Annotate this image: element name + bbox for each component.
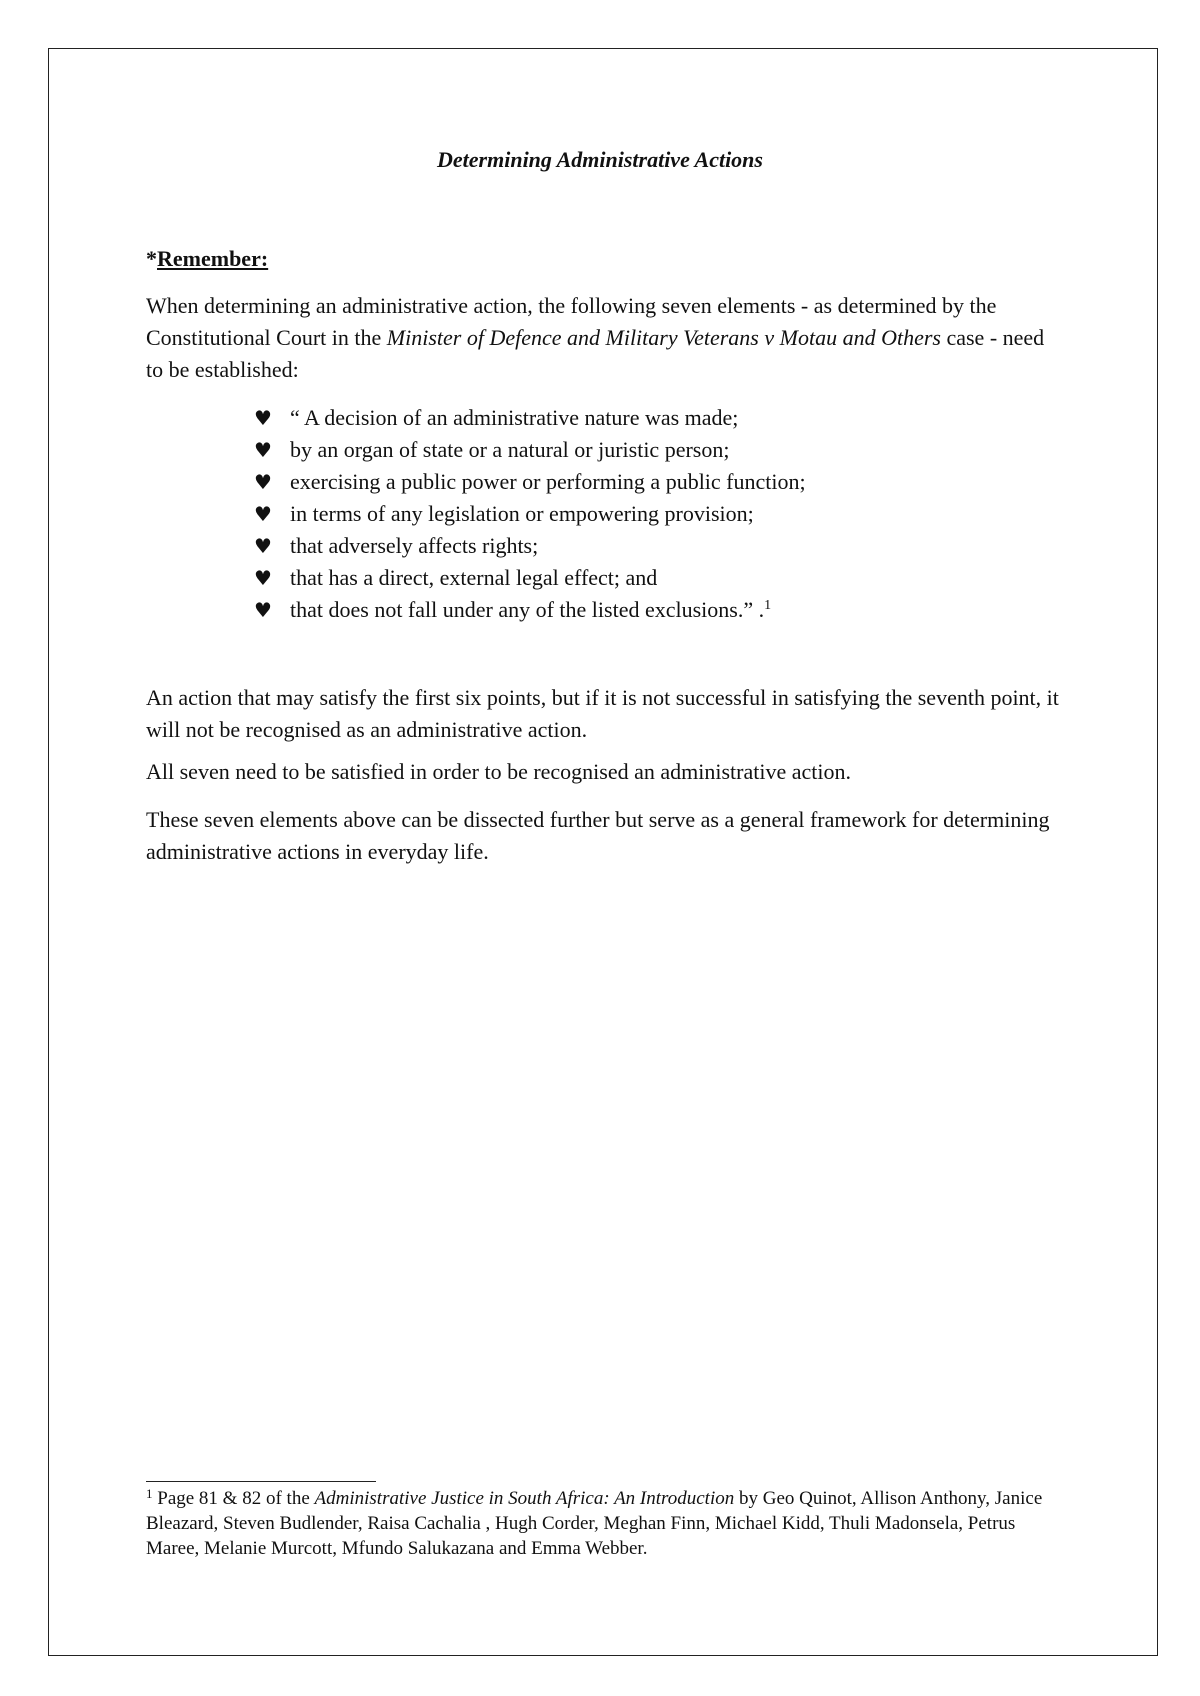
footnote-book-title: Administrative Justice in South Africa: An Introduction: [314, 1488, 735, 1509]
intro-paragraph: [146, 290, 1066, 386]
footnote-text-after: by Geo Quinot, Allison Anthony, Janice Bleazard, Steven Budlender, Raisa Cachalia , Hugh Corder, Meghan Finn, Michael Kidd, Thuli Madonsela, Petrus Maree, Melanie Murcott, Mfundo Salukazana and Emma Webber.: [146, 1488, 1043, 1559]
remember-label: Remember:: [157, 246, 269, 271]
remember-heading: [146, 245, 268, 273]
list-item-text: in terms of any legislation or empowering provision;: [290, 501, 754, 526]
list-item-text: that has a direct, external legal effect; and: [290, 565, 658, 590]
list-item: [254, 562, 806, 594]
heart-bullet-icon: ♥: [254, 534, 272, 558]
list-item-text: that adversely affects rights;: [290, 533, 539, 558]
list-item: [254, 498, 806, 530]
heart-bullet-icon: ♥: [254, 470, 272, 494]
body-paragraph: These seven elements above can be dissected further but serve as a general framework for determining administrative actions in everyday life.: [146, 807, 1050, 864]
heart-bullet-icon: ♥: [254, 502, 272, 526]
elements-list: [254, 402, 806, 626]
case-name: Minister of Defence and Military Veterans v Motau and Others: [386, 325, 941, 350]
footnote-divider: [146, 1481, 376, 1482]
heart-bullet-icon: ♥: [254, 598, 272, 622]
footnote: [146, 1486, 1066, 1561]
document-title: Determining Administrative Actions: [437, 147, 763, 172]
list-item-text: exercising a public power or performing a public function;: [290, 469, 806, 494]
intro-text-after: case - need to be established:: [146, 325, 1045, 382]
heart-bullet-icon: ♥: [254, 406, 272, 430]
intro-text-before: When determining an administrative action, the following seven elements - as determined by the Constitutional Court in the: [146, 293, 997, 350]
list-item: [254, 434, 806, 466]
list-item-text: that does not fall under any of the listed exclusions.” .: [290, 597, 765, 622]
list-item: [254, 466, 806, 498]
footnote-reference[interactable]: 1: [764, 598, 772, 613]
list-item-text: “ A decision of an administrative nature was made;: [290, 405, 739, 430]
list-item-text: by an organ of state or a natural or juristic person;: [290, 437, 730, 462]
remember-asterisk: *: [146, 246, 157, 271]
list-item: [254, 530, 806, 562]
heart-bullet-icon: ♥: [254, 566, 272, 590]
body-paragraph: All seven need to be satisfied in order to be recognised an administrative action.: [146, 759, 851, 784]
footnote-text-before: Page 81 & 82 of the: [152, 1488, 315, 1509]
list-item: [254, 594, 806, 626]
heart-bullet-icon: ♥: [254, 438, 272, 462]
footnote-number: 1: [146, 1486, 153, 1501]
body-paragraph: An action that may satisfy the first six points, but if it is not successful in satisfying the seventh point, it will not be recognised as an administrative action.: [146, 685, 1059, 742]
list-item: [254, 402, 806, 434]
